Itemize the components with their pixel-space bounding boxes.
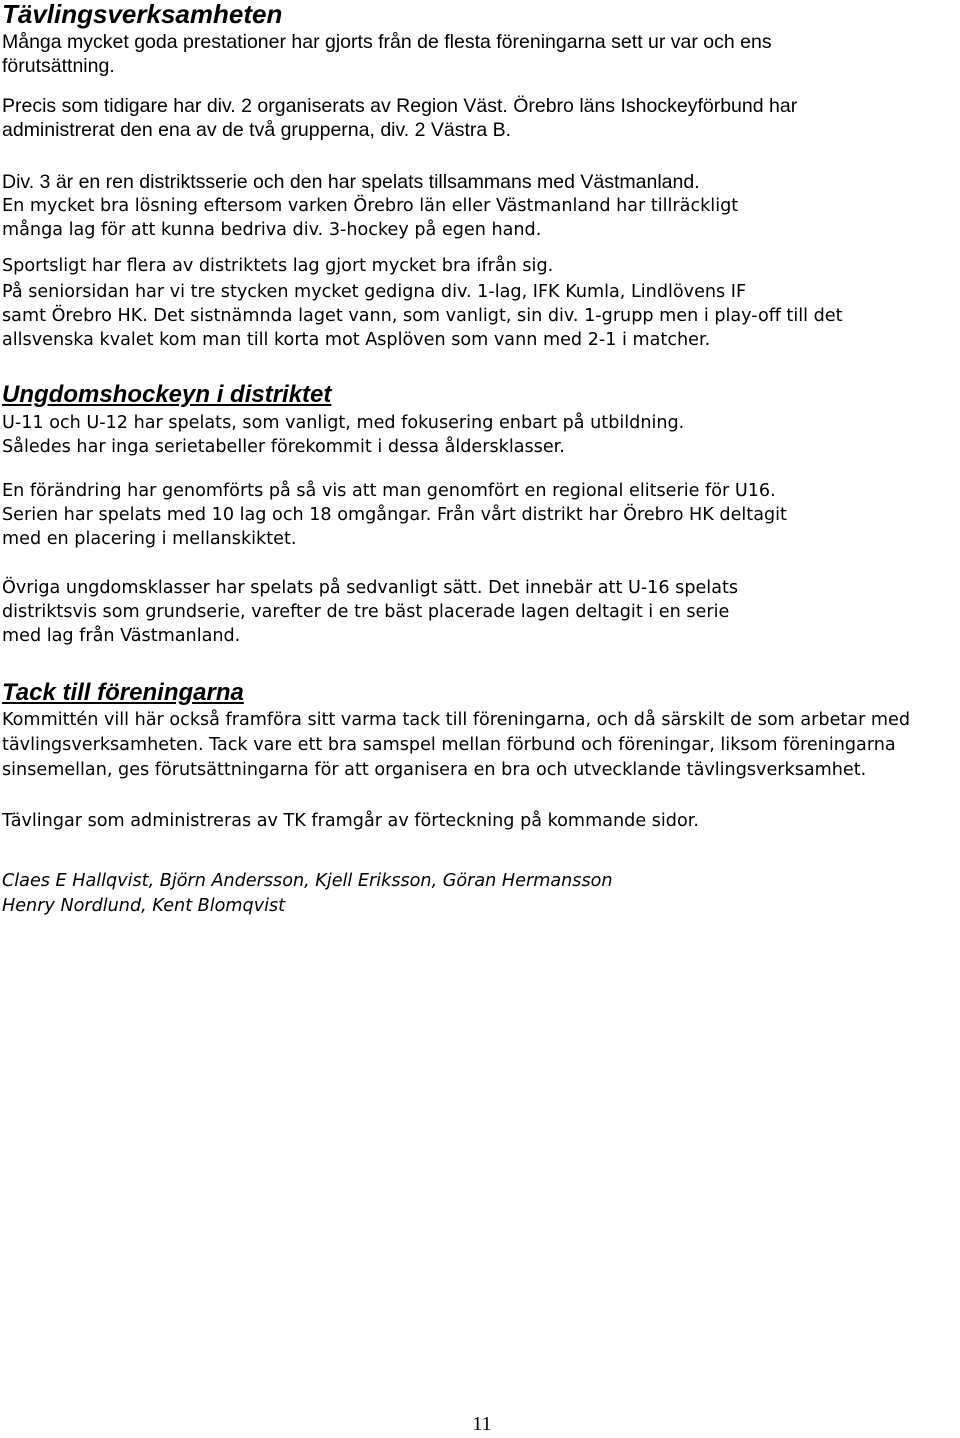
body-line: Således har inga serietabeller förekommit i dessa åldersklasser. (2, 437, 565, 457)
body-line: Div. 3 är en ren distriktsserie och den har spelats tillsammans med Västmanland. (2, 171, 700, 193)
body-line: En förändring har genomförts på så vis att man genomfört en regional elitserie för U16. (2, 481, 776, 501)
body-line: samt Örebro HK. Det sistnämnda laget vann, som vanligt, sin div. 1-grupp men i play-off till det (2, 306, 843, 326)
body-line: Kommittén vill här också framföra sitt varma tack till föreningarna, och då särskilt de som arbetar med (2, 710, 911, 730)
body-line: Övriga ungdomsklasser har spelats på sedvanligt sätt. Det innebär att U-16 spelats (2, 578, 739, 598)
body-line: administrerat den ena av de två grupperna, div. 2 Västra B. (2, 119, 512, 141)
body-line: Precis som tidigare har div. 2 organiserats av Region Väst. Örebro läns Ishockeyförbund har (2, 95, 798, 117)
body-line: U-11 och U-12 har spelats, som vanligt, med fokusering enbart på utbildning. (2, 413, 685, 433)
body-line: förutsättning. (2, 55, 115, 77)
section-heading-tavlingsverksamheten: Tävlingsverksamheten (2, 0, 283, 29)
body-line: Sportsligt har flera av distriktets lag gjort mycket bra ifrån sig. (2, 256, 554, 276)
body-line: Serien har spelats med 10 lag och 18 omgångar. Från vårt distrikt har Örebro HK deltagit (2, 505, 787, 525)
body-line: med lag från Västmanland. (2, 626, 241, 646)
signature-line: Claes E Hallqvist, Björn Andersson, Kjell Eriksson, Göran Hermansson (2, 871, 613, 891)
body-line: sinsemellan, ges förutsättningarna för att organisera en bra och utvecklande tävlingsverksamhet. (2, 760, 867, 780)
signature-line: Henry Nordlund, Kent Blomqvist (2, 896, 286, 916)
section-heading-tack: Tack till föreningarna (2, 679, 244, 706)
body-line: allsvenska kvalet kom man till korta mot Asplöven som vann med 2-1 i matcher. (2, 330, 711, 350)
body-line: På seniorsidan har vi tre stycken mycket gedigna div. 1-lag, IFK Kumla, Lindlövens IF (2, 282, 747, 302)
body-line: Många mycket goda prestationer har gjorts från de flesta föreningarna sett ur var och ens (2, 31, 772, 53)
page-number: 11 (472, 1413, 492, 1435)
body-line: En mycket bra lösning eftersom varken Örebro län eller Västmanland har tillräckligt (2, 196, 739, 216)
body-line: med en placering i mellanskiktet. (2, 529, 297, 549)
body-line: många lag för att kunna bedriva div. 3-hockey på egen hand. (2, 220, 542, 240)
body-line: distriktsvis som grundserie, varefter de tre bäst placerade lagen deltagit i en serie (2, 602, 730, 622)
body-line: Tävlingar som administreras av TK framgår av förteckning på kommande sidor. (2, 811, 699, 831)
body-line: tävlingsverksamheten. Tack vare ett bra samspel mellan förbund och föreningar, liksom föreningarna (2, 735, 896, 755)
section-heading-ungdomshockeyn: Ungdomshockeyn i distriktet (2, 381, 332, 408)
